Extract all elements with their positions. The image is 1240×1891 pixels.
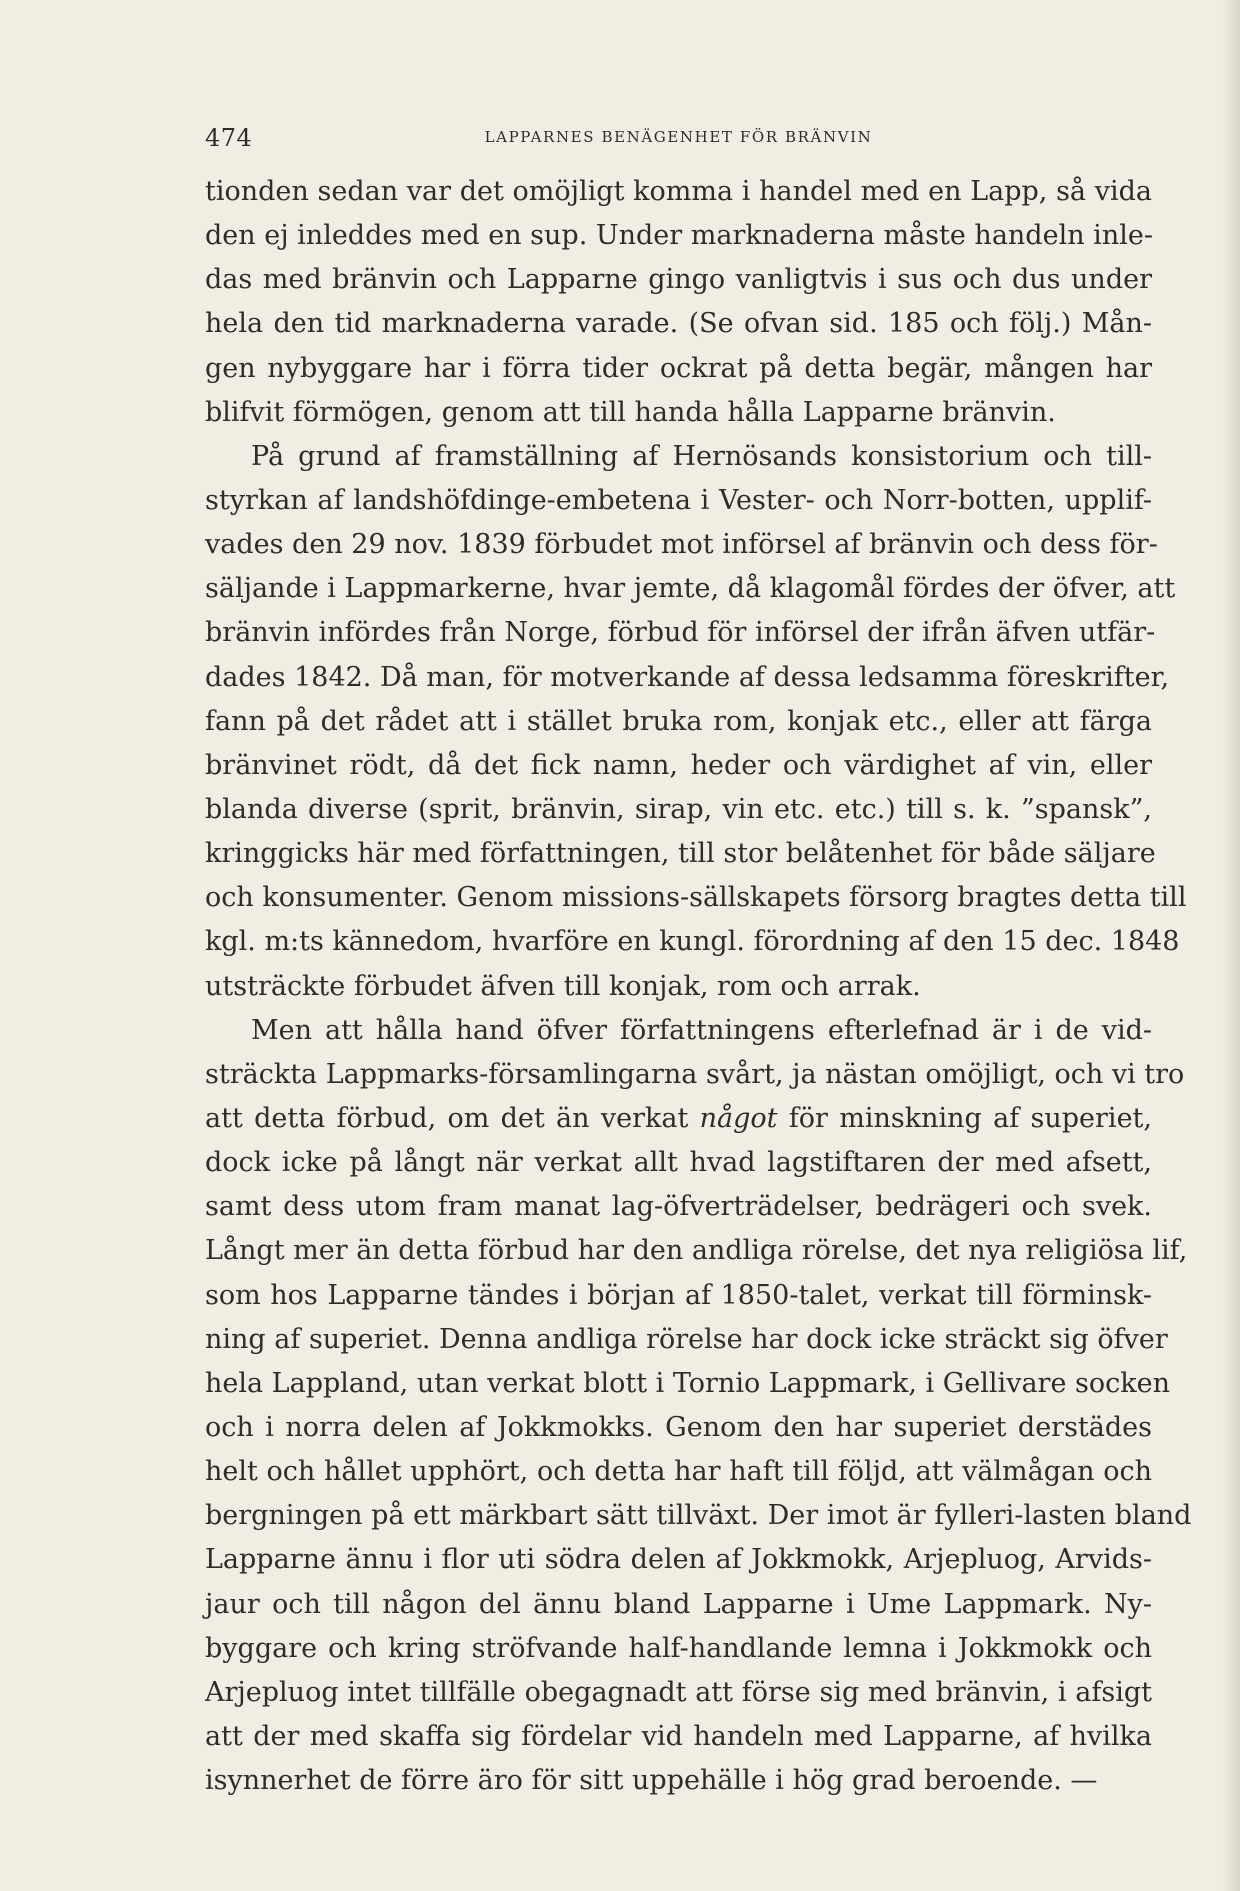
text-line: säljande i Lappmarkerne, hvar jemte, då klagomål fördes der öfver, att — [205, 573, 1176, 605]
text-line: byggare och kring ströfvande half-handlande lemna i Jokkmokk och — [205, 1632, 1152, 1664]
text-line: bergningen på ett märkbart sätt tillväxt. Der imot är fylleri-lasten bland — [205, 1500, 1192, 1532]
text-line: bränvinet rödt, då det fick namn, heder och värdighet af vin, eller — [205, 749, 1152, 781]
text-line: blanda diverse (sprit, bränvin, sirap, vin etc. etc.) till s. k. ”spansk”, — [205, 793, 1152, 825]
text-line: att der med skaffa sig fördelar vid handeln med Lapparne, af hvilka — [205, 1720, 1152, 1752]
text-line: den ej inleddes med en sup. Under marknaderna måste handeln inle- — [205, 220, 1153, 252]
text-line: bränvin infördes från Norge, förbud för införsel der ifrån äfven utfär- — [205, 617, 1156, 649]
text-line: hela Lappland, utan verkat blott i Tornio Lappmark, i Gellivare socken — [205, 1367, 1170, 1399]
text-line: samt dess utom fram manat lag-öfverträdelser, bedrägeri och svek. — [205, 1191, 1152, 1223]
text-line: hela den tid marknaderna varade. (Se ofvan sid. 185 och följ.) Mån- — [205, 308, 1152, 340]
text-line: utsträckte förbudet äfven till konjak, rom och arrak. — [205, 970, 921, 1002]
text-line: På grund af framställning af Hernösands konsistorium och till- — [251, 440, 1152, 472]
text-line: och konsumenter. Genom missions-sällskapets försorg bragtes detta till — [205, 882, 1187, 914]
text-line: som hos Lapparne tändes i början af 1850-talet, verkat till förminsk- — [205, 1279, 1152, 1311]
text-line: Men att hålla hand öfver författningens efterlefnad är i de vid- — [251, 1014, 1152, 1046]
text-line: Långt mer än detta förbud har den andliga rörelse, det nya religiösa lif, — [205, 1235, 1188, 1267]
text-line: helt och hållet upphört, och detta har haft till följd, att välmågan och — [205, 1456, 1152, 1488]
paragraph-3 — [205, 1009, 1192, 1804]
text-line: ning af superiet. Denna andliga rörelse har dock icke sträckt sig öfver — [205, 1323, 1168, 1355]
body-text — [205, 170, 1192, 1803]
paragraph-2 — [205, 435, 1187, 1009]
text-line: isynnerhet de förre äro för sitt uppehälle i hög grad beroende. — — [205, 1765, 1098, 1797]
text-line: Arjepluog intet tillfälle obegagnadt att förse sig med bränvin, i afsigt — [205, 1676, 1152, 1708]
text-line: och i norra delen af Jokkmokks. Genom den har superiet derstädes — [205, 1411, 1152, 1443]
text-line: dock icke på långt när verkat allt hvad lagstiftaren der med afsett, — [205, 1147, 1152, 1179]
page-number: 474 — [205, 124, 253, 152]
page-edge-shadow — [1222, 0, 1240, 1891]
text-line: styrkan af landshöfdinge-embetena i Vester- och Norr-botten, upplif- — [205, 484, 1152, 516]
paragraph-1 — [205, 170, 1152, 435]
text-line: das med bränvin och Lapparne gingo vanligtvis i sus och dus under — [205, 264, 1152, 296]
text-line: tionden sedan var det omöjligt komma i handel med en Lapp, så vida — [205, 176, 1152, 207]
text-line: kgl. m:ts kännedom, hvarföre en kungl. förordning af den 15 dec. 1848 — [205, 926, 1180, 958]
page-header — [205, 124, 1152, 156]
text-line: blifvit förmögen, genom att till handa hålla Lapparne bränvin. — [205, 396, 1056, 428]
text-line: vades den 29 nov. 1839 förbudet mot införsel af bränvin och dess för- — [205, 529, 1158, 561]
text-line: sträckta Lappmarks-församlingarna svårt, ja nästan omöjligt, och vi tro — [205, 1058, 1185, 1090]
text-line: dades 1842. Då man, för motverkande af dessa ledsamma föreskrifter, — [205, 661, 1170, 693]
text-segment: för minskning af superiet, — [788, 1102, 1152, 1134]
emphasized-word: något — [699, 1102, 778, 1134]
text-line: jaur och till någon del ännu bland Lapparne i Ume Lappmark. Ny- — [205, 1588, 1152, 1620]
text-line-with-emphasis — [205, 1097, 1152, 1141]
text-line: gen nybyggare har i förra tider ockrat på detta begär, mången har — [205, 352, 1152, 384]
text-line: kringgicks här med författningen, till stor belåtenhet för både säljare — [205, 838, 1156, 870]
text-line: Lapparne ännu i flor uti södra delen af Jokkmokk, Arjepluog, Arvids- — [205, 1544, 1152, 1576]
running-head: LAPPARNES BENÄGENHET FÖR BRÄNVIN — [484, 128, 873, 146]
text-line: fann på det rådet att i stället bruka rom, konjak etc., eller att färga — [205, 705, 1152, 737]
text-segment: att detta förbud, om det än verkat — [205, 1102, 689, 1134]
